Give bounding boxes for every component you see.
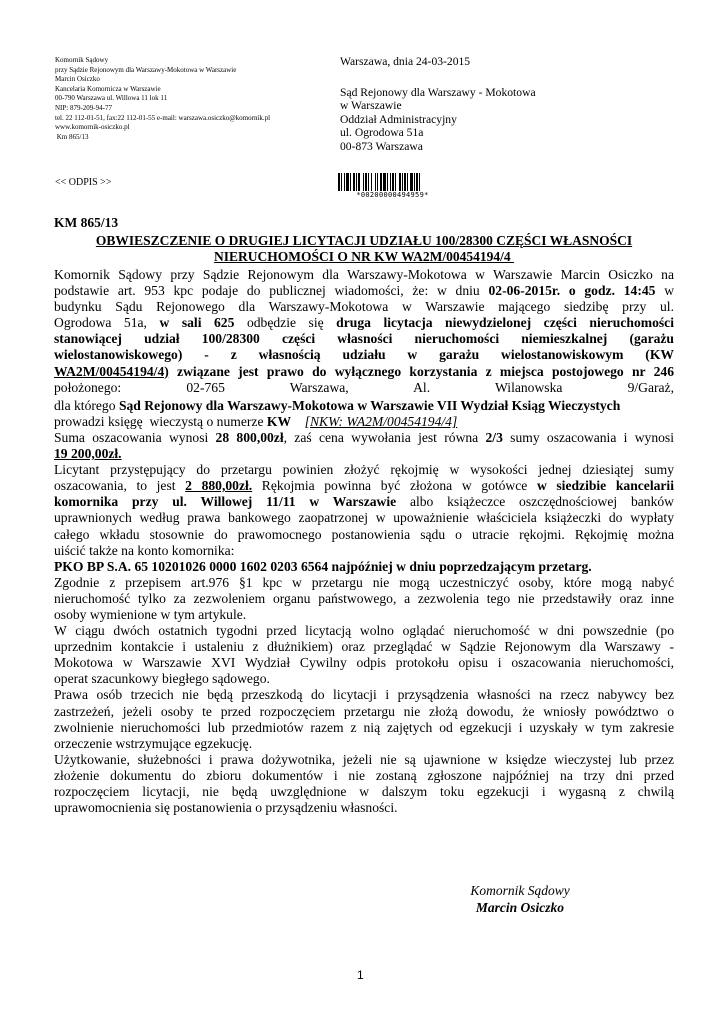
- text-span: związane jest prawo do wyłącznego korzystania z miejsca postojowego nr 246: [168, 363, 674, 379]
- text-line: Użytkowanie, służebności i prawa dożywotnika, jeżeli nie są ujawnione w księdze wieczystej lub przez: [54, 751, 674, 767]
- text-span: Suma oszacowania wynosi: [54, 429, 216, 445]
- deposit-amount: 2 880,00zł.: [185, 478, 253, 494]
- paragraph-inspection: [54, 623, 674, 687]
- text-line: rozpoczęciem licytacji, nie będą uwzględnione w dalszym toku egzekucji i wygasną z chwilą: [54, 784, 674, 799]
- signature-role: Komornik Sądowy: [470, 883, 570, 898]
- text-span: oszacowania, to jest: [54, 478, 186, 494]
- text-span: Ogrodowa 51a,: [54, 315, 160, 331]
- barcode-bars: [338, 173, 447, 191]
- text-line: [54, 364, 674, 380]
- text-line: Prawa osób trzecich nie będą przeszkodą do licytacji i przysądzenia własności na rzecz nabywcy bez: [54, 687, 674, 703]
- text-span: prowadzi księgę wieczystą o numerze: [54, 413, 267, 429]
- text-span: , zaś cena wywołania jest równa: [283, 429, 486, 445]
- letterhead-line: Komornik Sądowy: [55, 56, 109, 64]
- letterhead-line: Marcin Osiczko: [55, 75, 100, 84]
- text-span: w siedzibie kancelarii: [536, 478, 674, 494]
- addressee-line: ul. Ogrodowa 51a: [340, 126, 424, 140]
- letterhead-line: Km 865/13: [55, 132, 89, 141]
- paragraph-court: [54, 398, 674, 414]
- text-line: Licytant przystępujący do przetargu powinien złożyć rękojmię w wysokości jednej dziesiątej sumy: [54, 462, 674, 478]
- paragraph-eligibility: [54, 575, 674, 623]
- addressee-line: Oddział Administracyjny: [340, 112, 457, 126]
- office-address: komornika przy ul. Willowej 11/11 w Warszawie: [54, 494, 397, 510]
- text-line: wielostanowiskowego) - z własnością udziału w garażu wielostanowiskowym (KW: [54, 347, 674, 363]
- text-line: [54, 494, 674, 510]
- letterhead-line: tel. 22 112-01-51, fax:22 112-01-55 e-mail: warszawa.osiczko@komornik.pl: [55, 113, 271, 122]
- text-line: Komornik Sądowy przy Sądzie Rejonowym dla Warszawy-Mokotowa w Warszawie Marcin Osiczko na: [54, 267, 674, 282]
- text-span: w: [655, 283, 675, 299]
- title-line: OBWIESZCZENIE O DRUGIEJ LICYTACJI UDZIAŁU 100/28300 CZĘŚCI WŁASNOŚCI: [95, 233, 633, 248]
- text-span: sumy oszacowania i wynosi: [502, 429, 674, 445]
- letterhead-line: 00-790 Warszawa ul. Willowa 11 lok 11: [55, 94, 168, 103]
- paragraph-easements: [54, 752, 674, 816]
- text-line: [54, 430, 674, 446]
- auction-room: w sali 625: [159, 315, 235, 331]
- barcode-bar: [420, 173, 422, 191]
- letterhead-line: Kancelaria Komornicza w Warszawie: [55, 84, 161, 93]
- text-line: budynku Sądu Rejonowego dla Warszawy-Mokotowa w Warszawie mającego siedzibę przy ul.: [54, 299, 674, 315]
- text-line: uprawnionych według prawa bankowego zaopatrzonej w upoważnienie właściciela książeczki do wypłaty: [54, 510, 674, 526]
- text-line: [54, 315, 674, 331]
- paragraph-third-party-rights: [54, 687, 674, 751]
- text-line: orzeczenie wstrzymujące egzekucję.: [54, 735, 253, 751]
- text-span: podstawie art. 953 kpc podaje do publicznej wiadomości, że: w dniu: [54, 283, 489, 299]
- letterhead-line: NIP: 879-209-94-77: [55, 103, 112, 112]
- text-line: W ciągu dwóch ostatnich tygodni przed licytacją wolno oglądać nieruchomość w dni powszednie (po: [54, 623, 674, 639]
- text-line: całego wkładu stosownie do prawomocnego postanowienia sądu o utracie rękojmi. Rękojmię można: [54, 526, 674, 542]
- letterhead-line: przy Sądzie Rejonowym dla Warszawy-Mokotowa w Warszawie: [55, 65, 237, 74]
- text-line: [54, 478, 674, 494]
- addressee-line: Sąd Rejonowy dla Warszawy - Mokotowa: [340, 86, 536, 99]
- text-span: Rękojmia powinna być złożona w gotówce: [252, 478, 537, 494]
- valuation-amount: 28 800,00zł: [215, 429, 284, 445]
- document-date: Warszawa, dnia 24-03-2015: [340, 55, 471, 68]
- register-number-link[interactable]: [NKW: WA2M/00454194/4]: [304, 413, 458, 429]
- addressee-block: [340, 86, 590, 153]
- barcode: [338, 173, 447, 199]
- page-number: 1: [357, 968, 364, 982]
- signature-name: Marcin Osiczko: [475, 900, 565, 915]
- text-line: Zgodnie z przepisem art.976 §1 kpc w przetargu nie mogą uczestniczyć osoby, które mogą nabyć: [54, 574, 674, 590]
- court-name: Sąd Rejonowy dla Warszawy-Mokotowa w Warszawie VII Wydział Ksiąg Wieczystych: [118, 397, 621, 413]
- paragraph-valuation: [54, 430, 674, 462]
- title-line: NIERUCHOMOŚCI O NR KW WA2M/00454194/4: [214, 249, 514, 264]
- text-line: osoby wymienione w tym artykule.: [54, 606, 247, 622]
- starting-price: 19 200,00zł.: [54, 446, 122, 462]
- text-line: uprawomocnienia się postanowienia o przysądzeniu własności.: [54, 800, 398, 816]
- signature-block: [440, 882, 600, 916]
- text-line: [54, 283, 674, 299]
- text-line: uprzednim kontakcie i ustaleniu z dłużnikiem) oraz przeglądać w Sądzie Rejonowym dla Warszawy -: [54, 639, 674, 655]
- bailiff-letterhead: [55, 56, 335, 142]
- case-number: KM 865/13: [54, 215, 119, 230]
- paragraph-auction: [54, 267, 674, 396]
- text-line: złożenie dokumentu do zbioru dokumentów i nie zostaną zgłoszone najpóźniej na trzy dni przed: [54, 767, 674, 783]
- auction-type: druga licytacja niewydzielonej części nieruchomości: [336, 315, 674, 331]
- letterhead-line: www.komornik-osiczko.pl: [55, 123, 130, 132]
- copy-label: << ODPIS >>: [55, 177, 112, 188]
- document-title: [54, 233, 674, 265]
- addressee-line: w Warszawie: [340, 99, 402, 113]
- text-span: dla którego: [54, 397, 119, 413]
- text-line: uiścić także na konto komornika:: [54, 542, 235, 558]
- paragraph-deposit: [54, 462, 674, 559]
- text-line: stanowiącej udział 100/28300 części własności nieruchomości niemieszkalnej (garażu: [54, 331, 674, 347]
- paragraph-register: [54, 414, 674, 430]
- auction-datetime: 02-06-2015r. o godz. 14:45: [488, 283, 656, 299]
- text-span: odbędzie się: [234, 315, 337, 331]
- text-line: zwolnienie nieruchomości lub przedmiotów razem z nią zajętych od egzekucji i uzyskały w tym zakresie: [54, 719, 674, 735]
- text-line: operat szacunkowy biegłego sądowego.: [54, 671, 270, 687]
- text-span: KW: [266, 413, 292, 429]
- text-line: Mokotowa w Warszawie XVI Wydział Cywilny odpis protokołu opisu i oszacowania nieruchomości,: [54, 655, 674, 671]
- addressee-line: 00-873 Warszawa: [340, 139, 423, 153]
- text-line: położonego: 02-765 Warszawa, Al. Wilanowska 9/Garaż,: [54, 379, 674, 395]
- bank-account: PKO BP S.A. 65 10201026 0000 1602 0203 6564 najpóźniej w dniu poprzedzającym przetarg.: [54, 558, 592, 574]
- barcode-text: *00200000494959*: [356, 191, 429, 199]
- text-line: zastrzeżeń, jeżeli osoby te przed rozpoczęciem przetargu nie złożą dowodu, że wniosły powództwo o: [54, 703, 674, 719]
- notice-body: [54, 267, 674, 816]
- text-span: albo książeczce oszczędnościowej banków: [396, 494, 674, 510]
- fraction: 2/3: [485, 429, 503, 445]
- land-register-number: WA2M/00454194/4): [54, 363, 169, 379]
- text-line: nieruchomość tylko za zezwoleniem organu państwowego, a zezwolenia tego nie przedstawiły oraz inne: [54, 590, 674, 606]
